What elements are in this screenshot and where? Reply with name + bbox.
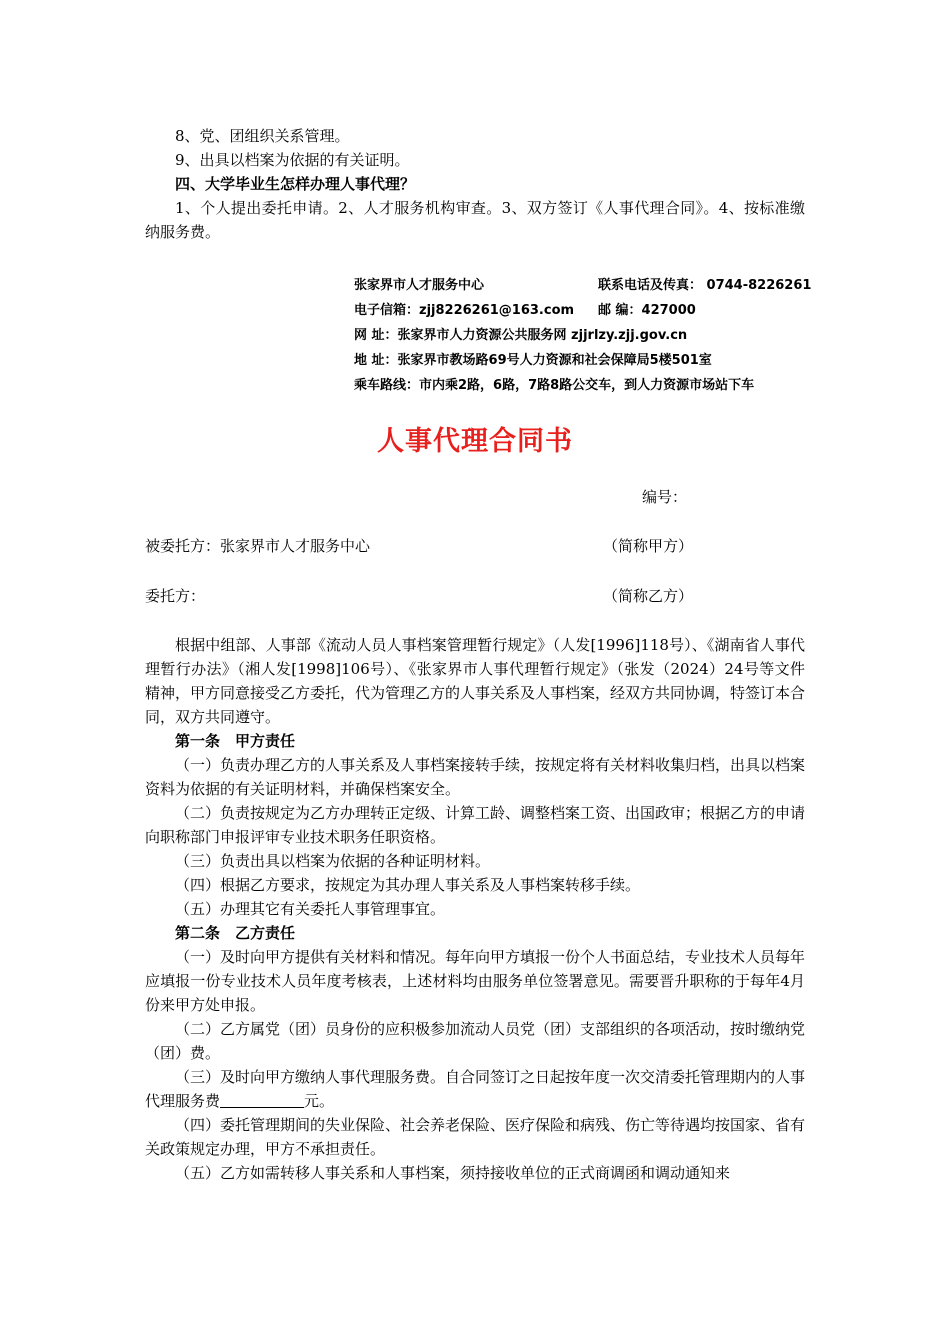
contact-phone: 联系电话及传真： 0744-8226261 xyxy=(598,278,812,293)
article-1-item: （二）负责按规定为乙方办理转正定级、计算工龄、调整档案工资、出国政审；根据乙方的申请向职称部门申报评审专业技术职务任职资格。 xyxy=(145,804,806,846)
contact-address: 地 址：张家界市教场路69号人力资源和社会保障局5楼501室 xyxy=(354,353,712,368)
contract-title: 人事代理合同书 xyxy=(377,426,573,457)
article-2-item: （四）委托管理期间的失业保险、社会养老保险、医疗保险和病残、伤亡等待遇均按国家、省有关政策规定办理，甲方不承担责任。 xyxy=(145,1116,806,1158)
contact-block xyxy=(354,273,814,398)
section-heading-4: 四、大学毕业生怎样办理人事代理？ xyxy=(175,175,416,193)
contact-website: 网 址：张家界市人力资源公共服务网 zjjrlzy.zjj.gov.cn xyxy=(354,328,688,343)
article-1-item: （一）负责办理乙方的人事关系及人事档案接转手续，按规定将有关材料收集归档，出具以档案资料为依据的有关证明材料，并确保档案安全。 xyxy=(145,756,806,798)
contract-number-label: 编号： xyxy=(642,488,688,506)
party-b-label: 委托方： xyxy=(145,587,206,605)
article-2-item: （一）及时向甲方提供有关材料和情况。每年向甲方填报一份个人书面总结，专业技术人员每年应填报一份专业技术人员年度考核表，上述材料均由服务单位签署意见。需要晋升职称的于每年4月份来甲方处申报。 xyxy=(145,948,806,1014)
party-a-short: （简称甲方） xyxy=(603,537,694,555)
fee-unit: 元。 xyxy=(304,1092,335,1110)
party-a-label: 被委托方：张家界市人才服务中心 xyxy=(145,537,371,555)
contact-org: 张家界市人才服务中心 xyxy=(354,278,485,293)
contact-route: 乘车路线：市内乘2路，6路，7路8路公交车，到人力资源市场站下车 xyxy=(354,378,755,393)
contract-body xyxy=(145,633,805,1185)
article-2-item: （二）乙方属党（团）员身份的应积极参加流动人员党（团）支部组织的各项活动，按时缴纳党（团）费。 xyxy=(145,1020,806,1062)
intro-steps: 1、个人提出委托申请。2、人才服务机构审查。3、双方签订《人事代理合同》。4、按标准缴纳服务费。 xyxy=(145,199,805,241)
article-1-item: （三）负责出具以档案为依据的各种证明材料。 xyxy=(175,852,491,870)
contract-preamble: 根据中组部、人事部《流动人员人事档案管理暂行规定》（人发[1996]118号）、《湖南省人事代理暂行办法》（湘人发[1998]106号）、《张家界市人事代理暂行规定》（张发（2024）24号等文件精神，甲方同意接受乙方委托，代为管理乙方的人事关系及人事档案，经双方共同协调，特签订本合同，双方共同遵守。 xyxy=(145,636,806,726)
fee-amount-blank[interactable] xyxy=(220,1091,304,1108)
article-2-item-fee xyxy=(145,1065,805,1113)
article-1-title: 第一条 甲方责任 xyxy=(175,732,296,750)
article-1-item: （五）办理其它有关委托人事管理事宜。 xyxy=(175,900,446,918)
contact-postcode: 邮 编：427000 xyxy=(598,303,696,318)
article-1-item: （四）根据乙方要求，按规定为其办理人事关系及人事档案转移手续。 xyxy=(175,876,641,894)
intro-item-9: 9、出具以档案为依据的有关证明。 xyxy=(175,151,410,169)
article-2-title: 第二条 乙方责任 xyxy=(175,924,296,942)
party-b-short: （简称乙方） xyxy=(603,587,694,605)
article-2-item: （五）乙方如需转移人事关系和人事档案，须持接收单位的正式商调函和调动通知来 xyxy=(175,1164,731,1182)
intro-section xyxy=(145,124,805,244)
contact-email: 电子信箱：zjj8226261@163.com xyxy=(354,303,575,318)
fee-text: （三）及时向甲方缴纳人事代理服务费。自合同签订之日起按年度一次交清委托管理期内的人事代理服务费 xyxy=(145,1068,806,1110)
intro-item-8: 8、党、团组织关系管理。 xyxy=(175,127,350,145)
